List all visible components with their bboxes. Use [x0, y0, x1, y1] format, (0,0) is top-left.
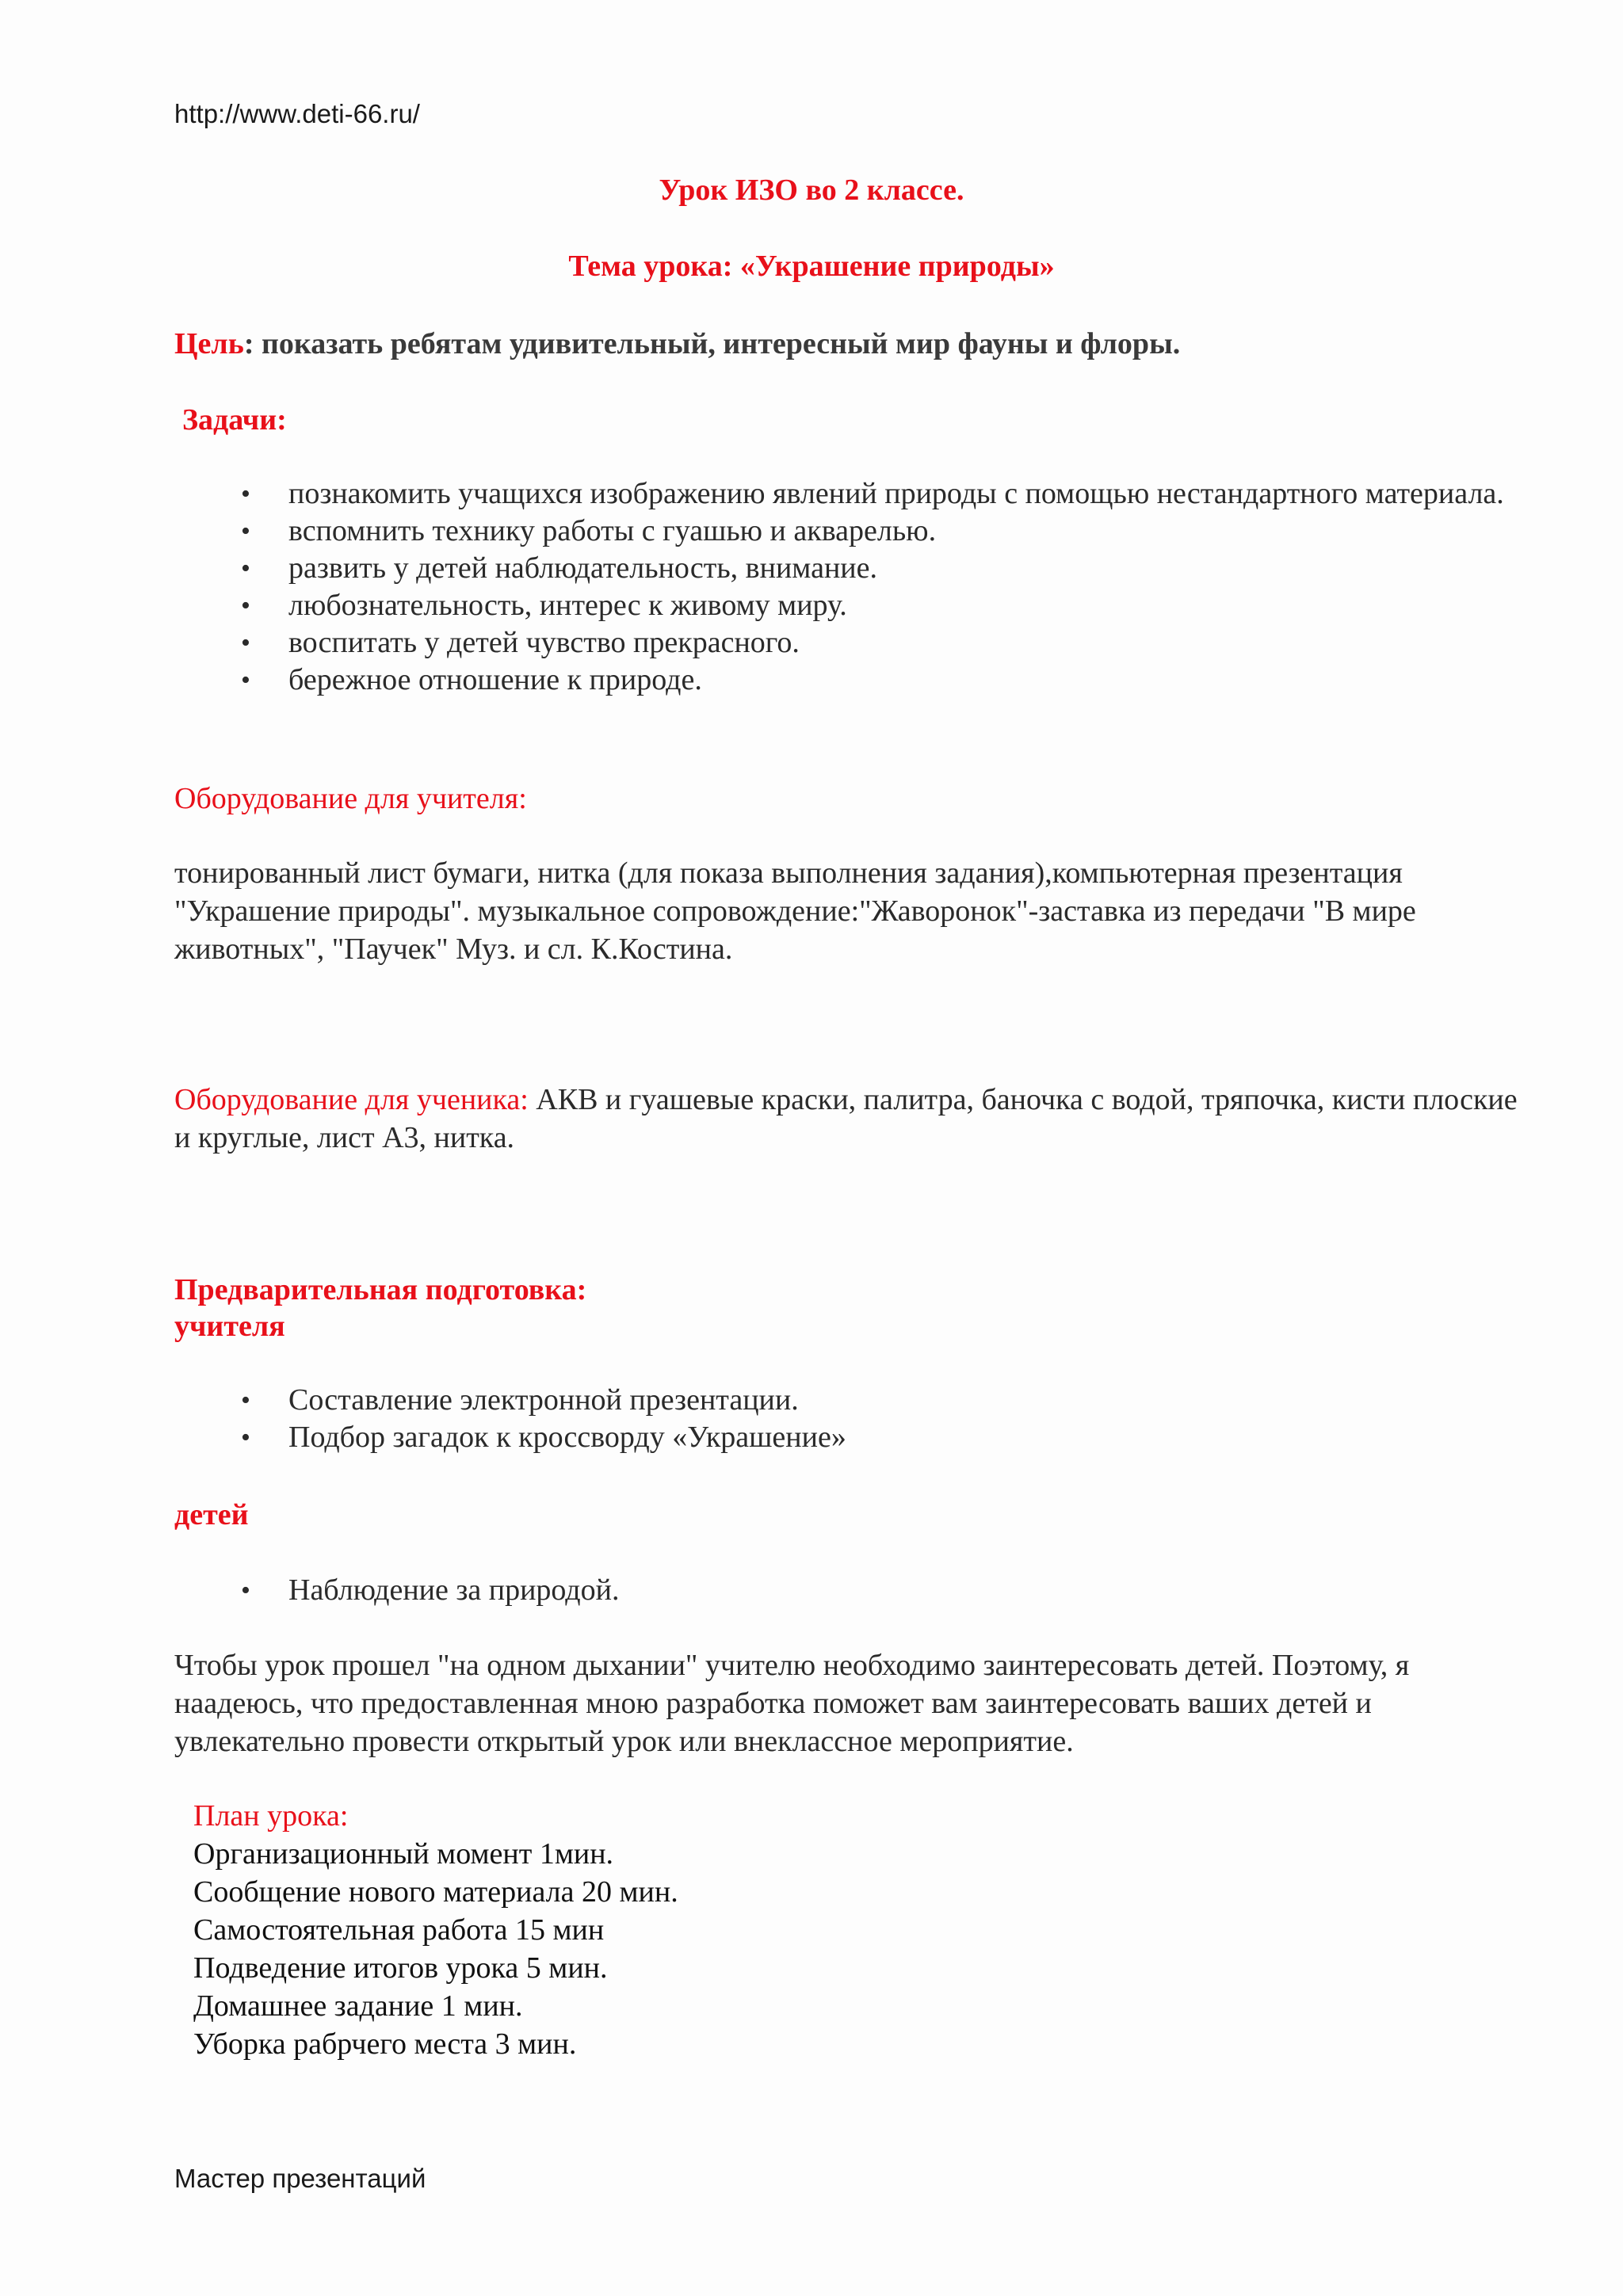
plan-item: Подведение итогов урока 5 мин. — [193, 1951, 608, 1985]
list-item: • любознательность, интерес к живому миру. — [288, 587, 1525, 624]
lesson-title: Урок ИЗО во 2 классе. — [659, 174, 964, 207]
footer-text: Мастер презентаций — [174, 2164, 426, 2193]
tasks-heading: Задачи: — [182, 403, 287, 437]
bullet-icon: • — [241, 628, 250, 658]
bullet-icon: • — [241, 666, 250, 695]
preparation-children-label: детей — [174, 1498, 249, 1531]
preparation-heading: Предварительная подготовка: — [174, 1273, 587, 1306]
list-item: • Наблюдение за природой. — [288, 1572, 1525, 1609]
teacher-equipment-heading: Оборудование для учителя: — [174, 782, 527, 815]
plan-item: Домашнее задание 1 мин. — [193, 1989, 523, 2023]
list-item: • познакомить учащихся изображению явлений природы с помощью нестандартного материала. — [288, 475, 1525, 513]
plan-item: Организационный момент 1мин. — [193, 1837, 614, 1871]
goal-label: Цель — [174, 327, 244, 360]
bullet-icon: • — [241, 1386, 250, 1415]
bullet-icon: • — [241, 591, 250, 620]
student-equipment-line — [174, 1081, 1537, 1157]
tasks-list — [241, 475, 1525, 699]
list-item: • развить у детей наблюдательность, внимание. — [288, 550, 1525, 587]
list-item: • воспитать у детей чувство прекрасного. — [288, 624, 1525, 662]
bullet-icon: • — [241, 1423, 250, 1452]
preparation-teacher-list — [241, 1382, 1525, 1456]
bullet-icon: • — [241, 1576, 250, 1605]
list-item: • бережное отношение к природе. — [288, 662, 1525, 699]
student-equipment-text: АКВ и гуашевые краски, палитра, баночка с водой, тряпочка, кисти плоские и круглые, лист А3, нитка. — [174, 1083, 1518, 1154]
plan-heading: План урока: — [193, 1799, 349, 1833]
plan-item: Самостоятельная работа 15 мин — [193, 1913, 605, 1947]
bullet-icon: • — [241, 554, 250, 583]
lesson-topic: Тема урока: «Украшение природы» — [568, 250, 1055, 283]
goal-line — [174, 325, 1180, 363]
list-item: • вспомнить технику работы с гуашью и акварелью. — [288, 513, 1525, 550]
student-equipment-heading: Оборудование для ученика: — [174, 1083, 529, 1116]
list-item: • Подбор загадок к кроссворду «Украшение» — [288, 1419, 1525, 1456]
intro-paragraph: Чтобы урок прошел "на одном дыхании" учителю необходимо заинтересовать детей. Поэтому, я наадеюсь, что предоставленная мною разработка поможет вам заинтересовать ваших детей и увлекательно провести открытый урок или внеклассное мероприятие. — [174, 1649, 1410, 1758]
goal-text: : показать ребятам удивительный, интересный мир фауны и флоры. — [243, 327, 1181, 360]
plan-item: Сообщение нового материала 20 мин. — [193, 1875, 678, 1909]
preparation-children-list — [241, 1572, 1525, 1609]
plan-item: Уборка рабрчего места 3 мин. — [193, 2027, 577, 2061]
source-url: http://www.deti-66.ru/ — [174, 99, 420, 128]
lesson-plan — [193, 1797, 1461, 2063]
bullet-icon: • — [241, 517, 250, 546]
bullet-icon: • — [241, 479, 250, 509]
teacher-equipment-text: тонированный лист бумаги, нитка (для показа выполнения задания),компьютерная презентация "Украшение природы". музыкальное сопровождение:"Жаворонок"-заставка из передачи "В мире животных", "Паучек" Муз. и сл. К.Костина. — [174, 856, 1416, 966]
list-item: • Составление электронной презентации. — [288, 1382, 1525, 1419]
preparation-teacher-label: учителя — [174, 1310, 285, 1343]
